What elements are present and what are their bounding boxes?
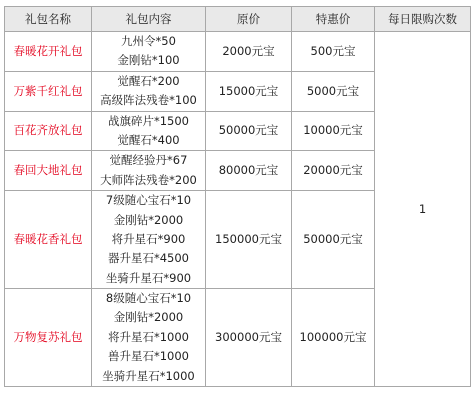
content-item: 坐骑升星石*1000: [102, 368, 195, 383]
content-item: 器升星石*4500: [107, 251, 190, 266]
pack-name: 春暖花开礼包: [5, 32, 92, 72]
pack-name: 万物复苏礼包: [5, 289, 92, 387]
content-item: 大师阵法残卷*200: [100, 172, 197, 187]
pack-contents: [92, 289, 206, 387]
header-original-price: 原价: [206, 7, 292, 32]
original-price: 80000元宝: [206, 151, 292, 191]
content-item: 将升星石*900: [111, 231, 186, 246]
pack-name: 万紫千红礼包: [5, 71, 92, 111]
header-row: [5, 7, 471, 32]
content-item: 觉醒经验丹*67: [109, 153, 188, 168]
content-item: 高级阵法残卷*100: [100, 93, 197, 108]
content-item: 坐骑升星石*900: [105, 270, 192, 285]
content-item: 觉醒石*200: [117, 73, 180, 88]
sale-price: 5000元宝: [292, 71, 375, 111]
daily-limit: 1: [375, 32, 471, 387]
content-item: 觉醒石*400: [117, 132, 180, 147]
pack-contents: [92, 71, 206, 111]
original-price: 50000元宝: [206, 111, 292, 151]
gift-pack-table: [4, 6, 471, 387]
original-price: 15000元宝: [206, 71, 292, 111]
content-item: 8级随心宝石*10: [105, 291, 192, 306]
header-sale-price: 特惠价: [292, 7, 375, 32]
content-item: 金刚钻*100: [117, 53, 180, 68]
table-row: [5, 32, 471, 72]
content-item: 将升星石*1000: [107, 329, 190, 344]
pack-contents: [92, 32, 206, 72]
header-pack-contents: 礼包内容: [92, 7, 206, 32]
pack-contents: [92, 191, 206, 289]
sale-price: 20000元宝: [292, 151, 375, 191]
pack-name: 春暖花香礼包: [5, 191, 92, 289]
content-item: 金刚钻*2000: [113, 212, 184, 227]
content-item: 九州令*50: [121, 34, 176, 48]
content-item: 战旗碎片*1500: [107, 113, 190, 128]
pack-name: 春回大地礼包: [5, 151, 92, 191]
pack-contents: [92, 151, 206, 191]
original-price: 300000元宝: [206, 289, 292, 387]
content-item: 7级随心宝石*10: [105, 193, 192, 208]
original-price: 150000元宝: [206, 191, 292, 289]
sale-price: 100000元宝: [292, 289, 375, 387]
header-pack-name: 礼包名称: [5, 7, 92, 32]
content-item: 金刚钻*2000: [113, 310, 184, 325]
sale-price: 500元宝: [292, 32, 375, 72]
content-item: 兽升星石*1000: [107, 349, 190, 364]
header-daily-limit: 每日限购次数: [375, 7, 471, 32]
original-price: 2000元宝: [206, 32, 292, 72]
pack-name: 百花齐放礼包: [5, 111, 92, 151]
sale-price: 10000元宝: [292, 111, 375, 151]
sale-price: 50000元宝: [292, 191, 375, 289]
pack-contents: [92, 111, 206, 151]
